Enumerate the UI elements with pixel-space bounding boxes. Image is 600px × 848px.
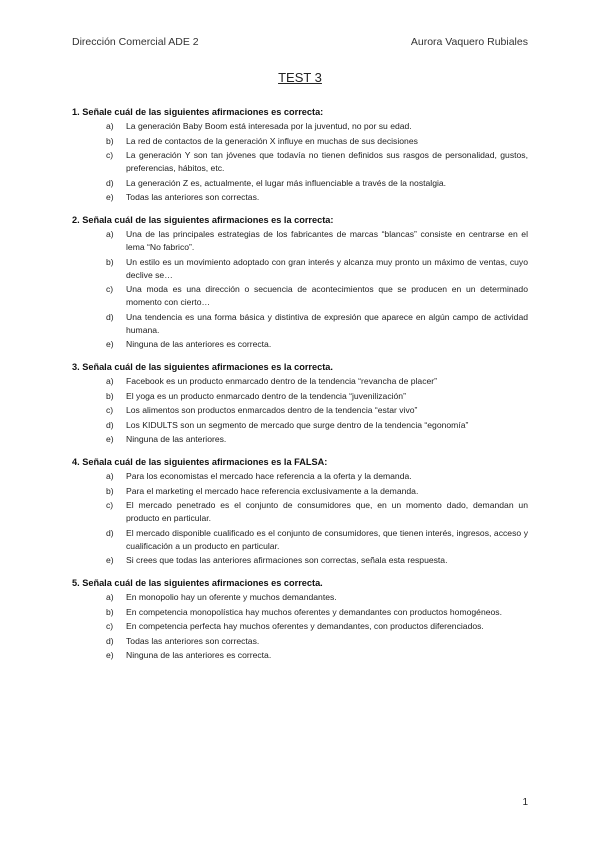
option-letter: b) (106, 485, 114, 496)
answer-option (72, 419, 528, 432)
option-letter: b) (106, 256, 114, 267)
option-text: Todas las anteriores son correctas. (126, 192, 260, 202)
option-letter: c) (106, 284, 114, 294)
option-letter: a) (106, 592, 114, 602)
author-name: Aurora Vaquero Rubiales (410, 36, 528, 48)
question-list (72, 106, 528, 672)
question-2 (72, 214, 528, 351)
answer-option (72, 470, 528, 483)
answer-option (72, 177, 528, 190)
option-letter: d) (106, 311, 114, 322)
course-name: Dirección Comercial ADE 2 (72, 36, 199, 48)
page-number: 1 (522, 797, 528, 808)
question-text: 4. Señala cuál de las siguientes afirmaciones es la FALSA: (72, 457, 328, 467)
answer-option (72, 135, 528, 148)
answer-option (72, 606, 528, 619)
option-letter: e) (106, 339, 114, 349)
option-text: El mercado disponible cualificado es el conjunto de consumidores, que tienen interés, ingresos, acceso y cualificación a un producto en particular. (126, 527, 528, 551)
option-text: Ninguna de las anteriores. (126, 434, 227, 444)
option-letter: e) (106, 555, 114, 565)
option-text: El mercado penetrado es el conjunto de consumidores que, en un momento dado, demandan un producto en particular. (126, 500, 528, 523)
option-list (72, 470, 528, 567)
option-letter: c) (106, 150, 114, 160)
option-list (72, 228, 528, 351)
answer-option (72, 228, 528, 254)
question-text: 5. Señala cuál de las siguientes afirmaciones es correcta. (72, 578, 323, 588)
answer-option (72, 338, 528, 351)
option-letter: c) (106, 500, 114, 510)
option-list (72, 375, 528, 446)
option-letter: e) (106, 192, 114, 202)
option-text: En competencia perfecta hay muchos oferentes y demandantes, con productos diferenciados. (126, 621, 484, 631)
answer-option (72, 433, 528, 446)
page-title: TEST 3 (278, 70, 322, 85)
option-text: La generación Z es, actualmente, el lugar más influenciable a través de la nostalgia. (126, 177, 447, 188)
question-1 (72, 106, 528, 204)
answer-option (72, 635, 528, 648)
option-letter: a) (106, 376, 114, 386)
option-letter: e) (106, 434, 114, 444)
option-text: Los KIDULTS son un segmento de mercado que surge dentro de la tendencia “egonomía” (126, 419, 469, 430)
option-text: Para el marketing el mercado hace referencia exclusivamente a la demanda. (126, 485, 419, 496)
option-text: Si crees que todas las anteriores afirmaciones son correctas, señala esta respuesta. (126, 555, 448, 565)
option-letter: b) (106, 135, 114, 146)
answer-option (72, 591, 528, 604)
option-text: La red de contactos de la generación X influye en muchas de sus decisiones (126, 135, 418, 146)
option-letter: e) (106, 650, 114, 660)
question-text: 2. Señala cuál de las siguientes afirmaciones es la correcta: (72, 215, 334, 225)
answer-option (72, 191, 528, 204)
option-text: Facebook es un producto enmarcado dentro de la tendencia “revancha de placer” (126, 376, 438, 386)
answer-option (72, 554, 528, 567)
option-letter: a) (106, 229, 114, 239)
option-text: Una de las principales estrategias de los fabricantes de marcas “blancas” consiste en centrarse en el lema “No fabrico”. (126, 229, 528, 252)
option-letter: a) (106, 471, 114, 481)
option-letter: d) (106, 177, 114, 188)
answer-option (72, 120, 528, 133)
answer-option (72, 149, 528, 175)
option-text: La generación Baby Boom está interesada por la juventud, no por su edad. (126, 121, 412, 131)
answer-option (72, 283, 528, 309)
answer-option (72, 375, 528, 388)
option-list (72, 591, 528, 662)
option-list (72, 120, 528, 204)
option-text: Para los economistas el mercado hace referencia a la oferta y la demanda. (126, 471, 412, 481)
answer-option (72, 499, 528, 525)
question-3 (72, 361, 528, 446)
answer-option (72, 649, 528, 662)
option-letter: d) (106, 635, 114, 646)
option-letter: b) (106, 606, 114, 617)
option-letter: d) (106, 419, 114, 430)
option-text: Los alimentos son productos enmarcados dentro de la tendencia “estar vivo” (126, 405, 418, 415)
option-letter: c) (106, 621, 114, 631)
option-letter: a) (106, 121, 114, 131)
option-text: La generación Y son tan jóvenes que todavía no tienen definidos sus rasgos de personalidad, gustos, preferencias, hábitos, etc. (126, 150, 528, 173)
option-letter: b) (106, 390, 114, 401)
answer-option (72, 256, 528, 282)
option-letter: c) (106, 405, 114, 415)
option-text: En monopolio hay un oferente y muchos demandantes. (126, 592, 337, 602)
page-header (72, 36, 528, 48)
answer-option (72, 485, 528, 498)
option-text: Una tendencia es una forma básica y distintiva de expresión que aparece en algún campo de actividad humana. (126, 311, 528, 335)
question-text: 1. Señale cuál de las siguientes afirmaciones es correcta: (72, 107, 324, 117)
question-4 (72, 456, 528, 567)
answer-option (72, 390, 528, 403)
option-text: Ninguna de las anteriores es correcta. (126, 339, 272, 349)
option-text: Ninguna de las anteriores es correcta. (126, 650, 272, 660)
option-text: Todas las anteriores son correctas. (126, 635, 260, 646)
option-text: Un estilo es un movimiento adoptado con gran interés y alcanza muy pronto un máximo de ventas, cuyo declive se… (126, 256, 528, 280)
answer-option (72, 311, 528, 337)
option-text: El yoga es un producto enmarcado dentro de la tendencia “juvenilización” (126, 390, 406, 401)
option-letter: d) (106, 527, 114, 538)
answer-option (72, 620, 528, 633)
question-text: 3. Señala cuál de las siguientes afirmaciones es la correcta. (72, 362, 333, 372)
question-5 (72, 577, 528, 662)
option-text: En competencia monopolística hay muchos oferentes y demandantes con productos homogéneos. (126, 606, 502, 617)
answer-option (72, 527, 528, 553)
option-text: Una moda es una dirección o secuencia de acontecimientos que se producen en un determinado momento con cierto… (126, 284, 528, 307)
answer-option (72, 404, 528, 417)
